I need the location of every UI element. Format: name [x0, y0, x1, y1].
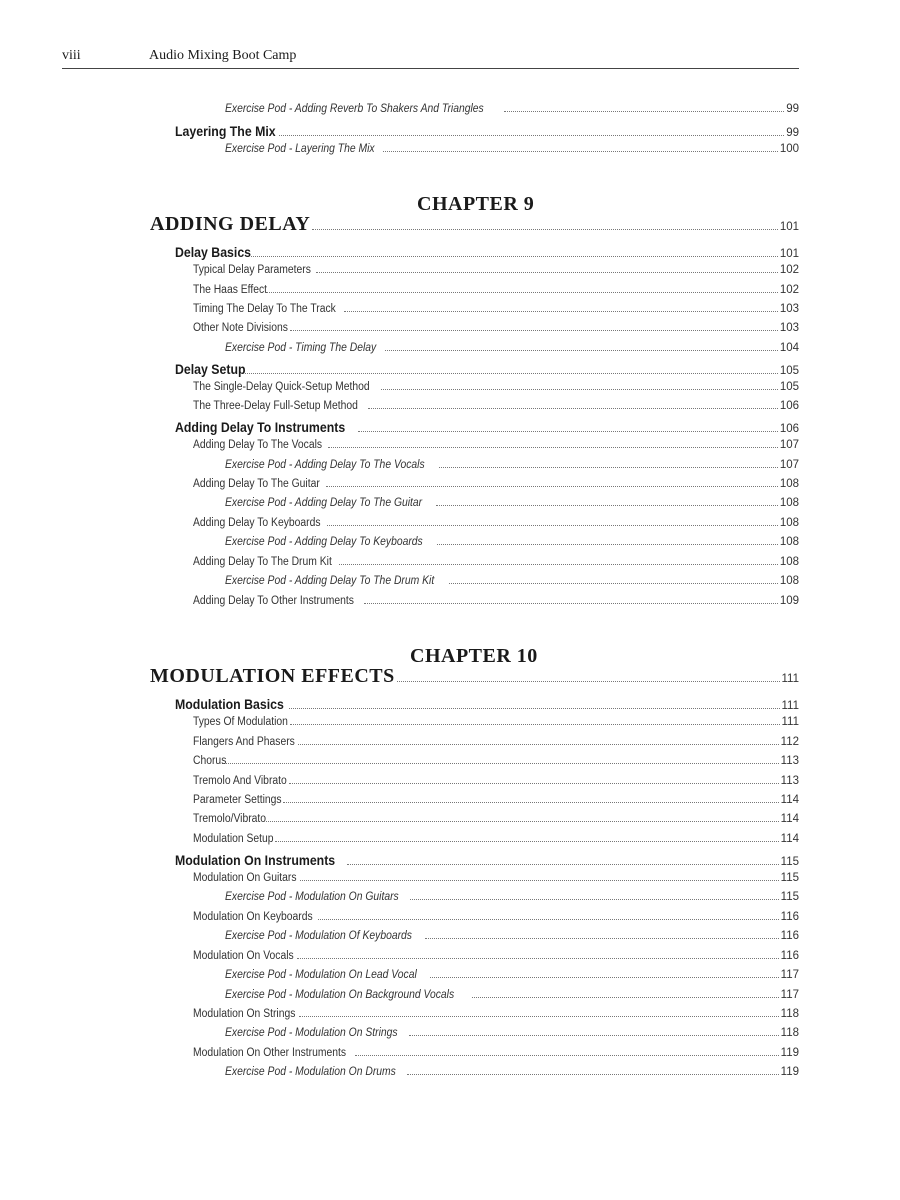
toc-entry-title: Exercise Pod - Adding Delay To The Vocals [225, 459, 425, 471]
leader-dots [251, 255, 777, 257]
toc-entry-title: Adding Delay To The Drum Kit [193, 556, 332, 568]
toc-entry[interactable] [0, 833, 799, 845]
toc-entry[interactable] [0, 497, 799, 509]
toc-entry-title: Modulation Basics [175, 696, 284, 712]
toc-entry-title: Modulation On Guitars [193, 872, 297, 884]
toc-entry[interactable] [0, 400, 799, 412]
chapter-10-page: 111 [781, 673, 799, 685]
leader-dots [279, 134, 784, 136]
leader-dots [298, 743, 779, 745]
toc-entry-title: Modulation Setup [193, 833, 274, 845]
toc-entry-page: 102 [779, 284, 799, 296]
toc-entry[interactable] [0, 556, 799, 568]
toc-entry-title: Adding Delay To Keyboards [193, 517, 321, 529]
leader-dots [397, 680, 780, 682]
toc-entry-title: Tremolo/Vibrato [193, 813, 267, 825]
leader-dots [407, 1073, 779, 1075]
toc-entry-title: Exercise Pod - Adding Reverb To Shakers And Triangles [225, 103, 484, 115]
toc-entry[interactable] [0, 244, 799, 260]
toc-entry[interactable] [0, 381, 799, 393]
chapter-10-title-row[interactable] [0, 665, 799, 688]
toc-entry-page: 106 [779, 400, 799, 412]
toc-entry[interactable] [0, 517, 799, 529]
toc-entry[interactable] [0, 123, 799, 139]
toc-entry-title: Typical Delay Parameters [193, 264, 311, 276]
toc-entry-page: 103 [779, 322, 799, 334]
toc-entry-title: Exercise Pod - Adding Delay To The Drum Kit [225, 575, 435, 587]
toc-entry-page: 114 [780, 833, 799, 845]
leader-dots [318, 918, 779, 920]
toc-entry-title: Modulation On Instruments [175, 852, 336, 868]
toc-entry[interactable] [0, 284, 799, 296]
toc-entry-page: 112 [780, 736, 799, 748]
toc-entry[interactable] [0, 419, 799, 435]
leader-dots [327, 524, 778, 526]
toc-entry-page: 114 [780, 794, 799, 806]
toc-entry-title: Modulation On Strings [193, 1008, 296, 1020]
leader-dots [245, 372, 778, 374]
leader-dots [381, 388, 778, 390]
toc-entry-title: Layering The Mix [175, 123, 276, 139]
toc-entry-title: Exercise Pod - Adding Delay To The Guitar [225, 497, 423, 509]
toc-entry-page: 113 [780, 755, 799, 767]
chapter-10-title: MODULATION EFFECTS [150, 665, 395, 687]
leader-dots [355, 1054, 779, 1056]
toc-entry[interactable] [0, 1066, 799, 1078]
toc-entry[interactable] [0, 989, 799, 1001]
toc-entry-title: Adding Delay To Other Instruments [193, 595, 354, 607]
leader-dots [364, 602, 778, 604]
leader-dots [385, 349, 778, 351]
toc-entry-page: 108 [779, 478, 799, 490]
toc-entry-title: Exercise Pod - Modulation On Drums [225, 1066, 396, 1078]
toc-entry-page: 118 [780, 1008, 799, 1020]
toc-entry[interactable] [0, 775, 799, 787]
toc-entry-title: The Haas Effect [193, 284, 268, 296]
toc-entry[interactable] [0, 342, 799, 354]
toc-entry-page: 105 [779, 381, 799, 393]
toc-entry-page: 117 [780, 989, 799, 1001]
toc-entry[interactable] [0, 755, 799, 767]
toc-entry-page: 105 [779, 365, 799, 377]
toc-entry-title: The Single-Delay Quick-Setup Method [193, 381, 370, 393]
leader-dots [222, 762, 779, 764]
leader-dots [436, 504, 778, 506]
leader-dots [326, 485, 778, 487]
toc-entry-page: 102 [779, 264, 799, 276]
leader-dots [299, 1015, 779, 1017]
toc-entry-title: Other Note Divisions [193, 322, 288, 334]
toc-entry-page: 99 [786, 127, 799, 139]
toc-entry-page: 119 [780, 1066, 799, 1078]
toc-entry[interactable] [0, 911, 799, 923]
toc-entry[interactable] [0, 1008, 799, 1020]
running-title: Audio Mixing Boot Camp [149, 48, 297, 63]
toc-entry-title: Exercise Pod - Modulation On Guitars [225, 891, 399, 903]
toc-entry-title: Exercise Pod - Adding Delay To Keyboards [225, 536, 423, 548]
toc-entry[interactable] [0, 536, 799, 548]
leader-dots [266, 820, 778, 822]
leader-dots [358, 430, 777, 432]
toc-entry[interactable] [0, 716, 799, 728]
toc-entry-page: 104 [779, 342, 799, 354]
toc-entry[interactable] [0, 264, 799, 276]
toc-entry-title: The Three-Delay Full-Setup Method [193, 400, 358, 412]
leader-dots [383, 150, 778, 152]
toc-entry[interactable] [0, 696, 799, 712]
toc-entry[interactable] [0, 1027, 799, 1039]
toc-entry[interactable] [0, 950, 799, 962]
toc-entry[interactable] [0, 361, 799, 377]
leader-dots [472, 996, 779, 998]
toc-entry-title: Exercise Pod - Modulation On Lead Vocal [225, 969, 417, 981]
leader-dots [339, 563, 778, 565]
leader-dots [300, 879, 779, 881]
toc-entry-page: 117 [780, 969, 799, 981]
toc-entry-title: Exercise Pod - Layering The Mix [225, 143, 375, 155]
chapter-9-label: CHAPTER 9 [417, 193, 535, 215]
toc-entry[interactable] [0, 575, 799, 587]
toc-entry-title: Tremolo And Vibrato [193, 775, 287, 787]
toc-entry-page: 111 [781, 700, 799, 712]
toc-entry-title: Exercise Pod - Timing The Delay [225, 342, 377, 354]
leader-dots [430, 976, 779, 978]
leader-dots [289, 782, 778, 784]
leader-dots [437, 543, 778, 545]
leader-dots [290, 723, 779, 725]
toc-entry-title: Modulation On Keyboards [193, 911, 313, 923]
leader-dots [504, 110, 784, 112]
toc-entry-page: 114 [780, 813, 799, 825]
toc-entry-page: 115 [780, 856, 799, 868]
leader-dots [275, 840, 779, 842]
toc-entry[interactable] [0, 969, 799, 981]
chapter-9-page: 101 [779, 221, 799, 233]
toc-entry-page: 116 [780, 950, 799, 962]
toc-entry-title: Exercise Pod - Modulation Of Keyboards [225, 930, 412, 942]
toc-entry-title: Chorus [193, 755, 227, 767]
toc-entry-page: 108 [779, 517, 799, 529]
toc-entry[interactable] [0, 852, 799, 868]
toc-entry[interactable] [0, 439, 799, 451]
leader-dots [316, 271, 778, 273]
toc-entry-title: Types Of Modulation [193, 716, 288, 728]
leader-dots [290, 329, 777, 331]
leader-dots [283, 801, 778, 803]
toc-entry-page: 108 [779, 497, 799, 509]
toc-entry[interactable] [0, 891, 799, 903]
toc-entry-page: 108 [779, 556, 799, 568]
toc-entry-title: Exercise Pod - Modulation On Strings [225, 1027, 398, 1039]
leader-dots [328, 446, 777, 448]
toc-entry-page: 107 [779, 439, 799, 451]
leader-dots [425, 937, 779, 939]
toc-entry-title: Modulation On Vocals [193, 950, 294, 962]
toc-entry-page: 103 [779, 303, 799, 315]
toc-entry-page: 109 [779, 595, 799, 607]
leader-dots [289, 707, 780, 709]
chapter-9-title-row[interactable] [0, 213, 799, 236]
toc-entry-page: 106 [779, 423, 799, 435]
toc-entry[interactable] [0, 930, 799, 942]
leader-dots [297, 957, 779, 959]
toc-entry[interactable] [0, 794, 799, 806]
toc-entry-page: 107 [779, 459, 799, 471]
leader-dots [344, 310, 778, 312]
toc-entry-title: Adding Delay To The Vocals [193, 439, 323, 451]
toc-entry-title: Delay Basics [175, 244, 252, 260]
toc-entry-page: 118 [780, 1027, 799, 1039]
page-number: viii [62, 48, 81, 63]
leader-dots [439, 466, 778, 468]
toc-entry-title: Flangers And Phasers [193, 736, 295, 748]
toc-entry-page: 108 [779, 575, 799, 587]
toc-entry-page: 111 [781, 716, 799, 728]
toc-entry-page: 100 [779, 143, 799, 155]
toc-entry[interactable] [0, 478, 799, 490]
toc-entry-page: 113 [780, 775, 799, 787]
toc-entry[interactable] [0, 103, 799, 115]
leader-dots [267, 291, 778, 293]
toc-entry[interactable] [0, 303, 799, 315]
toc-entry[interactable] [0, 459, 799, 471]
toc-entry[interactable] [0, 595, 799, 607]
toc-entry[interactable] [0, 1047, 799, 1059]
toc-entry-title: Modulation On Other Instruments [193, 1047, 347, 1059]
toc-entry-page: 101 [779, 248, 799, 260]
leader-dots [368, 407, 778, 409]
toc-entry-title: Parameter Settings [193, 794, 282, 806]
toc-entry-page: 119 [780, 1047, 799, 1059]
toc-entry-page: 108 [779, 536, 799, 548]
leader-dots [410, 898, 779, 900]
toc-entry-title: Adding Delay To Instruments [175, 419, 346, 435]
toc-entry-page: 116 [780, 911, 799, 923]
toc-entry[interactable] [0, 143, 799, 155]
toc-entry-title: Adding Delay To The Guitar [193, 478, 320, 490]
toc-entry[interactable] [0, 813, 799, 825]
toc-entry-title: Exercise Pod - Modulation On Background Vocals [225, 989, 455, 1001]
toc-entry-page: 116 [780, 930, 799, 942]
leader-dots [409, 1034, 779, 1036]
leader-dots [347, 863, 779, 865]
leader-dots [449, 582, 777, 584]
chapter-9-title: ADDING DELAY [150, 213, 311, 235]
toc-entry-page: 115 [780, 891, 799, 903]
toc-entry-title: Delay Setup [175, 361, 246, 377]
toc-entry[interactable] [0, 322, 799, 334]
toc-entry-title: Timing The Delay To The Track [193, 303, 336, 315]
chapter-10-label: CHAPTER 10 [410, 645, 538, 667]
toc-entry[interactable] [0, 872, 799, 884]
toc-entry-page: 99 [786, 103, 799, 115]
toc-entry[interactable] [0, 736, 799, 748]
leader-dots [312, 228, 778, 230]
toc-entry-page: 115 [780, 872, 799, 884]
